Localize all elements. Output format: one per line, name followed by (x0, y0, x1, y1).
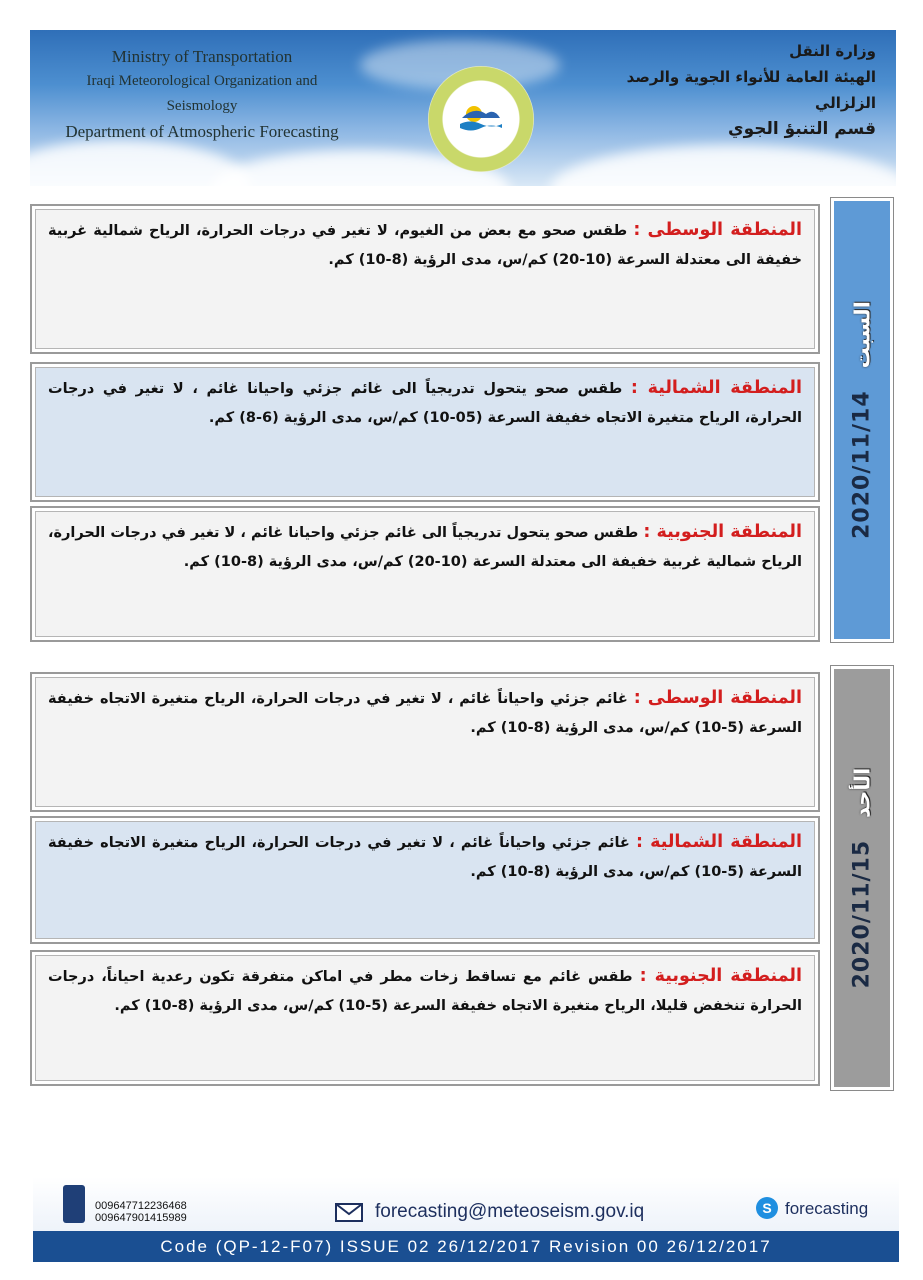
organization-name-ar: الهيئة العامة للأنواء الجوية والرصد الزلزالي (626, 68, 876, 112)
document-code: Code (QP-12-F07) ISSUE 02 26/12/2017 Revision 00 26/12/2017 (160, 1237, 772, 1256)
skype-icon: S (756, 1197, 778, 1219)
department-name-ar: قسم التنبؤ الجوي (728, 119, 876, 139)
phone-numbers (95, 1200, 187, 1224)
forecast-day-2 (30, 666, 893, 1090)
header-english (52, 44, 352, 144)
ministry-name-en: Ministry of Transportation (111, 47, 293, 66)
department-name-en: Department of Atmospheric Forecasting (65, 122, 339, 141)
region-forecast-text: طقس صحو يتحول تدريجياً الى غائم جزئي واحيانا غائم ، لا تغير في درجات الحرارة، الرياح شمالية غربية خفيفة الى معتدلة السرعة (10-20) كم/س، مدى الرؤية (8-10) كم. (48, 525, 802, 570)
region-south-day1 (30, 506, 820, 642)
region-north-day2 (30, 816, 820, 944)
day-name: السبت (850, 301, 874, 369)
region-central-day1 (30, 204, 820, 354)
region-north-day1 (30, 362, 820, 502)
forecast-date: 2020/11/14 (849, 390, 875, 539)
region-forecast-text: غائم جزئي واحياناً غائم ، لا تغير في درجات الحرارة، الرياح متغيرة الاتجاه خفيفة السرعة (5-10) كم/س، مدى الرؤية (8-10) كم. (48, 835, 802, 880)
phone-number-1: 009647712236468 (95, 1200, 187, 1212)
region-forecast-text: طقس صحو مع بعض من الغيوم، لا تغير في درجات الحرارة، الرياح شمالية غربية خفيفة الى معتدلة السرعة (10-20) كم/س، مدى الرؤية (8-10) كم. (48, 223, 802, 268)
region-name: المنطقة الشمالية : (635, 832, 802, 852)
page-header (30, 30, 896, 186)
region-name: المنطقة الشمالية : (630, 378, 802, 398)
logo-emblem-icon (460, 104, 502, 132)
organization-logo (428, 66, 534, 172)
date-band-day2 (831, 666, 893, 1090)
phone-icon (63, 1185, 85, 1223)
date-band-day1 (831, 198, 893, 642)
region-central-day2 (30, 672, 820, 812)
email-link[interactable]: forecasting@meteoseism.gov.iq (375, 1201, 645, 1222)
phone-number-2: 009647901415989 (95, 1212, 187, 1224)
forecast-date: 2020/11/15 (849, 839, 875, 989)
region-forecast-text: غائم جزئي واحياناً غائم ، لا تغير في درجات الحرارة، الرياح متغيرة الاتجاه خفيفة السرعة (5-10) كم/س، مدى الرؤية (8-10) كم. (48, 691, 802, 736)
region-forecast-text: طقس صحو يتحول تدريجياً الى غائم جزئي واحيانا غائم ، لا تغير في درجات الحرارة، الرياح متغيرة الاتجاه خفيفة السرعة (05-10) كم/س، مدى الرؤية (6-8) كم. (48, 381, 802, 426)
page-footer (33, 1177, 899, 1262)
ministry-name-ar: وزارة النقل (789, 42, 876, 60)
header-arabic (576, 38, 876, 142)
mail-icon (335, 1203, 363, 1222)
skype-handle[interactable]: forecasting (785, 1199, 869, 1218)
region-name: المنطقة الوسطى : (633, 220, 802, 240)
region-south-day2 (30, 950, 820, 1086)
organization-name-en: Iraqi Meteorological Organization and Seismology (86, 73, 318, 114)
region-name: المنطقة الجنوبية : (643, 522, 802, 542)
forecast-day-1 (30, 198, 893, 642)
region-forecast-text: طقس غائم مع تساقط زخات مطر في اماكن متفرقة تكون رعدية احياناً، درجات الحرارة تنخفض قليلا، الرياح متغيرة الاتجاه خفيفة السرعة (5-10) كم/س، مدى الرؤية (8-10) كم. (48, 969, 802, 1014)
region-name: المنطقة الجنوبية : (639, 966, 803, 986)
day-name: الأحد (850, 767, 874, 818)
region-name: المنطقة الوسطى : (633, 688, 802, 708)
